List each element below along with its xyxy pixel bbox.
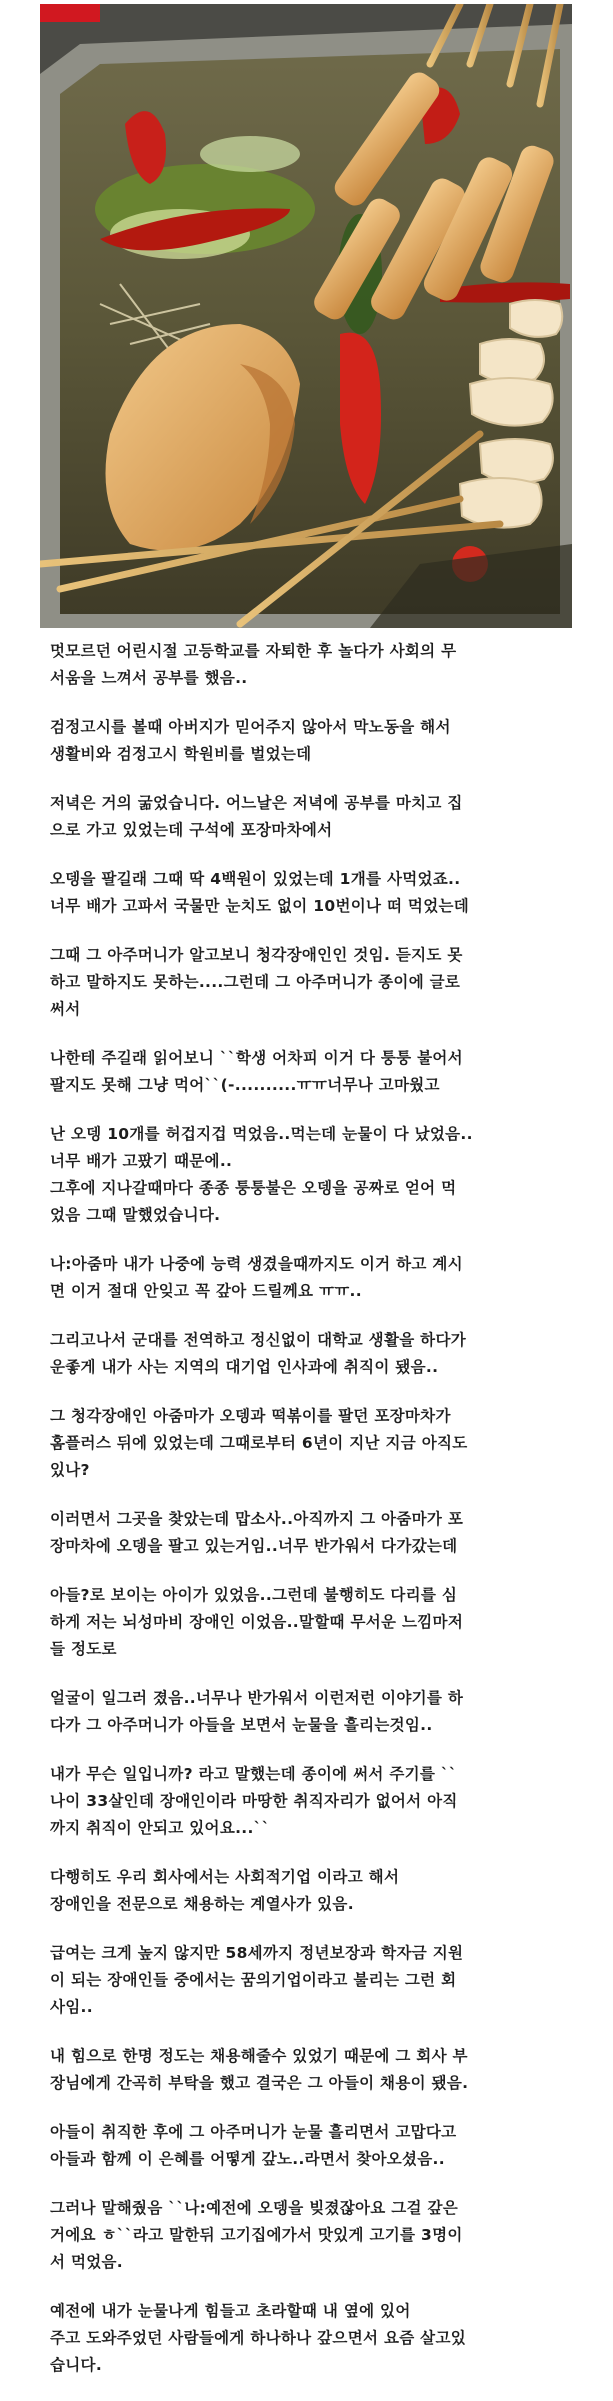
story-paragraph-2: 검정고시를 볼때 아버지가 믿어주지 않아서 막노동을 해서 생활비와 검정고시 학원비를 벌었는데: [50, 718, 451, 763]
story-paragraph-19: 그러나 말해줬음 ``나:예전에 오뎅을 빚졌잖아요 그걸 갚은 거에요 ㅎ``라고 말한뒤 고기집에가서 맛있게 고기를 3명이 서 먹었음.: [50, 2199, 463, 2271]
story-paragraph-5: 그때 그 아주머니가 알고보니 청각장애인인 것임. 듣지도 못 하고 말하지도 못하는....그런데 그 아주머니가 종이에 글로 써서: [50, 946, 463, 1018]
story-paragraph-1: 멋모르던 어린시절 고등학교를 자퇴한 후 놀다가 사회의 무 서움을 느껴서 공부를 했음..: [50, 642, 457, 687]
story-paragraph-9: 그리고나서 군대를 전역하고 정신없이 대학교 생활을 하다가 운좋게 내가 사는 지역의 대기업 인사과에 취직이 됐음..: [50, 1331, 467, 1376]
story-paragraph-12: 아들?로 보이는 아이가 있었음..그런데 불행히도 다리를 심 하게 저는 뇌성마비 장애인 이었음..말할때 무서운 느낌마저 들 정도로: [50, 1586, 464, 1658]
story-paragraph-7: 난 오뎅 10개를 허겁지겁 먹었음..먹는데 눈물이 다 났었음.. 너무 배가 고팠기 때문에.. 그후에 지나갈때마다 종종 퉁퉁불은 오뎅을 공짜로 얻어 먹 었음 그때 말했었습니다.: [50, 1125, 473, 1224]
story-paragraph-14: 내가 무슨 일입니까? 라고 말했는데 종이에 써서 주기를 `` 나이 33살인데 장애인이라 마땅한 취직자리가 없어서 아직 까지 취직이 안되고 있어요...``: [50, 1765, 458, 1837]
story-paragraph-11: 이러면서 그곳을 찾았는데 맙소사..아직까지 그 아줌마가 포 장마차에 오뎅을 팔고 있는거임..너무 반가워서 다가갔는데: [50, 1510, 464, 1555]
story-paragraph-15: 다행히도 우리 회사에서는 사회적기업 이라고 해서 장애인을 전문으로 채용하는 계열사가 있음.: [50, 1868, 400, 1913]
story-paragraph-20: 예전에 내가 눈물나게 힘들고 초라할때 내 옆에 있어 주고 도와주었던 사람들에게 하나하나 갚으면서 요즘 살고있 습니다.: [50, 2302, 467, 2374]
story-article: [50, 638, 580, 2401]
story-paragraph-16: 급여는 크게 높지 않지만 58세까지 정년보장과 학자금 지원 이 되는 장애인들 중에서는 꿈의기업이라고 불리는 그런 회 사임..: [50, 1944, 464, 2016]
story-paragraph-4: 오뎅을 팔길래 그때 딱 4백원이 있었는데 1개를 사먹었죠.. 너무 배가 고파서 국물만 눈치도 없이 10번이나 떠 먹었는데: [50, 870, 470, 915]
story-paragraph-17: 내 힘으로 한명 정도는 채용해줄수 있었기 때문에 그 회사 부 장님에게 간곡히 부탁을 했고 결국은 그 아들이 채용이 됐음.: [50, 2047, 469, 2092]
story-paragraph-6: 나한테 주길래 읽어보니 ``학생 어차피 이거 다 퉁퉁 불어서 팔지도 못해 그냥 먹어``(-..........ㅠㅠ너무나 고마웠고: [50, 1049, 463, 1094]
story-paragraph-8: 나:아줌마 내가 나중에 능력 생겼을때까지도 이거 하고 계시 면 이거 절대 안잊고 꼭 갚아 드릴께요 ㅠㅠ..: [50, 1255, 463, 1300]
fish-cake-photo: [40, 4, 572, 628]
story-paragraph-10: 그 청각장애인 아줌마가 오뎅과 떡볶이를 팔던 포장마차가 홈플러스 뒤에 있었는데 그때로부터 6년이 지난 지금 아직도 있나?: [50, 1407, 468, 1479]
story-paragraph-18: 아들이 취직한 후에 그 아주머니가 눈물 흘리면서 고맙다고 아들과 함께 이 은혜를 어떻게 갚노..라면서 찾아오셨음..: [50, 2123, 457, 2168]
story-paragraph-13: 얼굴이 일그러 졌음..너무나 반가워서 이런저런 이야기를 하 다가 그 아주머니가 아들을 보면서 눈물을 흘리는것임..: [50, 1689, 464, 1734]
story-paragraph-3: 저녁은 거의 굶었습니다. 어느날은 저녁에 공부를 마치고 집 으로 가고 있었는데 구석에 포장마차에서: [50, 794, 463, 839]
